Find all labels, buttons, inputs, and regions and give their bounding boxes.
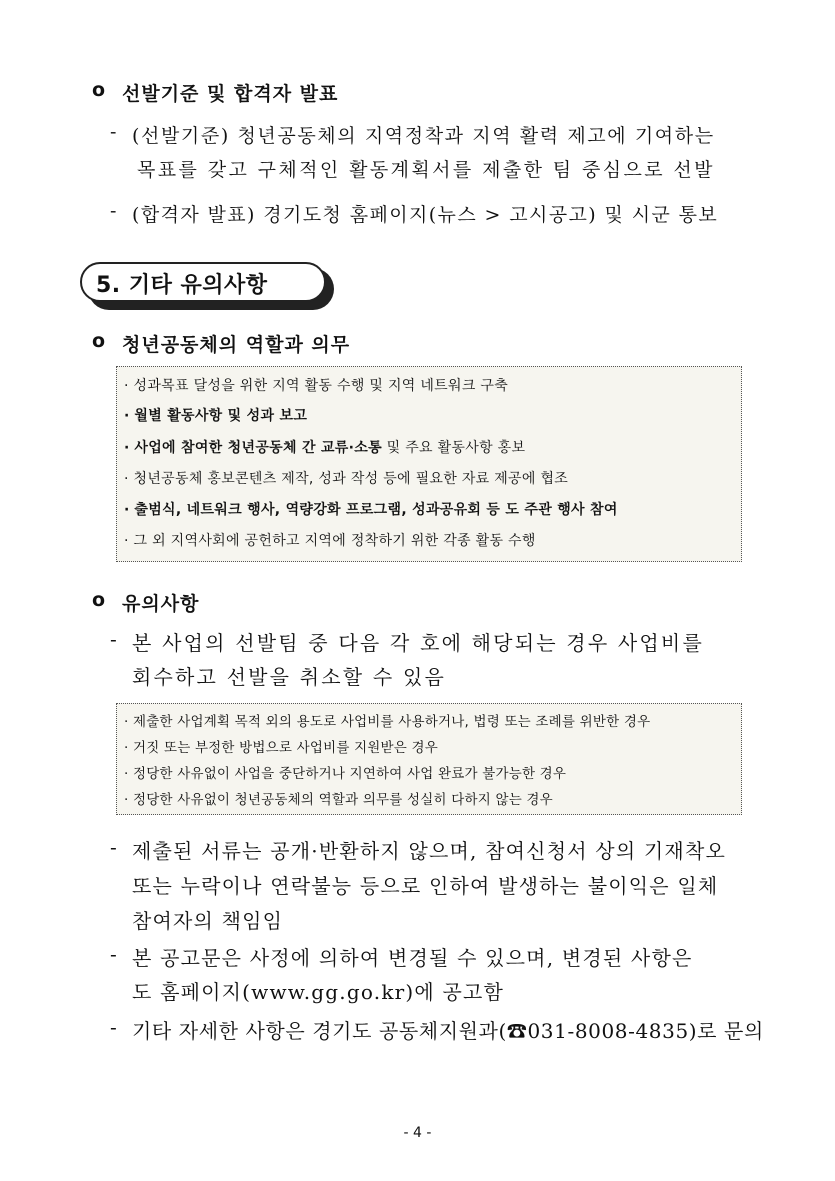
bullet-dot: · [124,408,130,424]
roles-item [124,437,525,457]
cautions-intro-line2: 회수하고 선발을 취소할 수 있음 [132,665,446,689]
dash-marker: - [110,121,117,143]
dash-marker: - [110,1015,117,1039]
cautions-box-item-text: 제출한 사업계획 목적 외의 용도로 사업비를 사용하거나, 법령 또는 조례를 위반한 경우 [133,714,651,730]
contact-phone-text: 031-8008-4835)로 문의 [527,1019,764,1043]
bullet-o: o [92,330,106,352]
documents-line2: 또는 누락이나 연락불능 등으로 인하여 발생하는 불이익은 일체 [132,874,719,898]
cautions-intro-line1: 본 사업의 선발팀 중 다음 각 호에 해당되는 경우 사업비를 [132,631,704,655]
bullet-dot: · [124,792,129,808]
bullet-o: o [92,79,106,101]
bullet-dot: · [124,766,129,782]
selection-criteria-line2: 목표를 갖고 구체적인 활동계획서를 제출한 팀 중심으로 선발 [137,159,715,181]
roles-item [124,405,307,425]
cautions-box-item-text: 정당한 사유없이 사업을 중단하거나 지연하여 사업 완료가 불가능한 경우 [133,766,567,782]
contact-line [132,1015,764,1044]
bullet-dot: · [124,378,129,394]
bullet-dot: · [124,471,129,487]
roles-item [124,375,508,395]
page-number: - 4 - [403,1125,432,1141]
documents-line3: 참여자의 책임임 [132,909,284,933]
roles-heading: 청년공동체의 역할과 의무 [122,334,351,356]
documents-line1: 제출된 서류는 공개·반환하지 않으며, 참여신청서 상의 기재착오 [132,839,726,863]
roles-item [124,499,618,519]
bullet-dot: · [124,502,130,518]
dash-marker: - [110,835,117,859]
roles-item-text: 및 주요 활동사항 홍보 [381,440,526,456]
bullet-o: o [92,589,106,611]
roles-item-strong-text: 사업에 참여한 청년공동체 간 교류·소통 [134,440,382,456]
cautions-box-item [124,762,566,782]
cautions-box-item [124,710,650,730]
cautions-heading: 유의사항 [122,593,200,615]
cautions-box-item-text: 거짓 또는 부정한 방법으로 사업비를 지원받은 경우 [133,740,439,756]
roles-item-text: 그 외 지역사회에 공헌하고 지역에 정착하기 위한 각종 활동 수행 [133,533,536,549]
roles-item [124,468,568,488]
roles-item-text: 청년공동체 홍보콘텐츠 제작, 성과 작성 등에 필요한 자료 제공에 협조 [133,471,569,487]
notice-change-line1: 본 공고문은 사정에 의하여 변경될 수 있으며, 변경된 사항은 [132,946,693,970]
section-5-title: 5. 기타 유의사항 [96,273,268,298]
phone-icon: ☎ [506,1019,528,1043]
roles-item-text: 출범식, 네트워크 행사, 역량강화 프로그램, 성과공유회 등 도 주관 행사 참여 [134,502,618,518]
bullet-dot: · [124,440,130,456]
dash-marker: - [110,200,117,222]
contact-text: 기타 자세한 사항은 경기도 공동체지원과( [132,1019,507,1043]
announcement-line: (합격자 발표) 경기도청 홈페이지(뉴스 > 고시공고) 및 시군 통보 [132,204,719,226]
selection-criteria-line1: (선발기준) 청년공동체의 지역정착과 지역 활력 제고에 기여하는 [132,125,715,147]
cautions-box-item-text: 정당한 사유없이 청년공동체의 역할과 의무를 성실히 다하지 않는 경우 [133,792,553,808]
dash-marker: - [110,627,117,651]
cautions-box-item [124,736,438,756]
cautions-box-item [124,788,553,808]
bullet-dot: · [124,533,129,549]
roles-item-text: 월별 활동사항 및 성과 보고 [134,408,308,424]
notice-change-line2: 도 홈페이지(www.gg.go.kr)에 공고함 [132,980,505,1004]
bullet-dot: · [124,714,129,730]
bullet-dot: · [124,740,129,756]
roles-item-text: 성과목표 달성을 위한 지역 활동 수행 및 지역 네트워크 구축 [133,378,509,394]
selection-heading: 선발기준 및 합격자 발표 [122,83,339,105]
dash-marker: - [110,942,117,966]
roles-item [124,530,536,550]
